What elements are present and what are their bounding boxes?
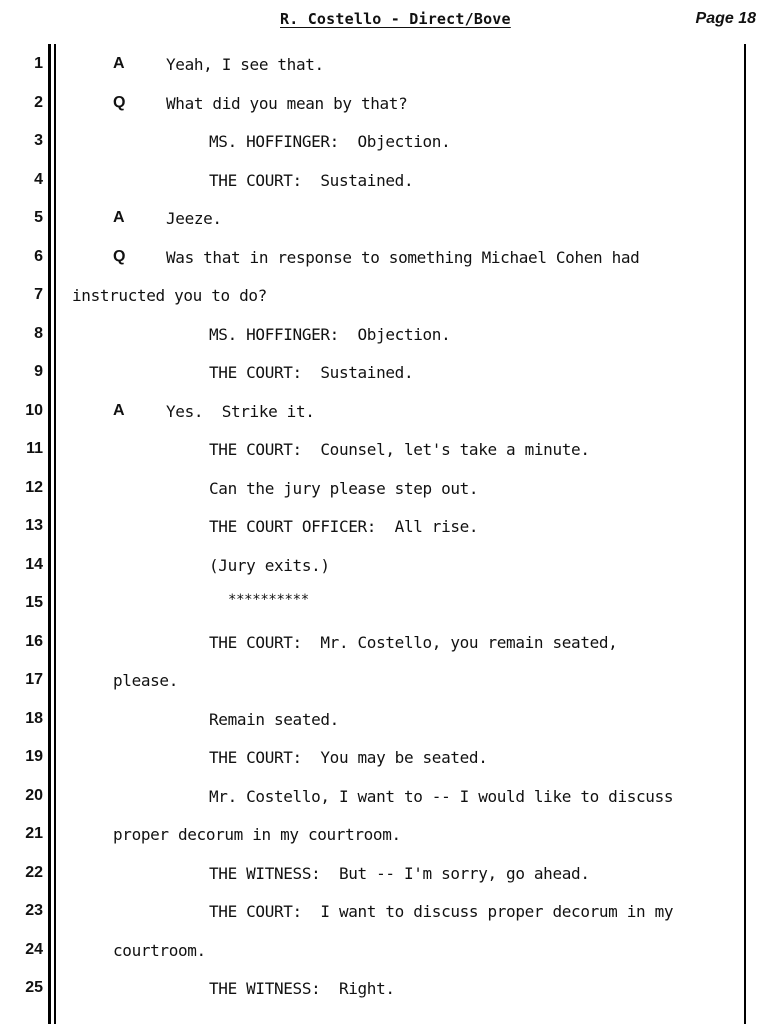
line-text: What did you mean by that? bbox=[166, 93, 408, 113]
transcript-line bbox=[0, 894, 768, 933]
transcript-line bbox=[0, 933, 768, 972]
transcript-line bbox=[0, 278, 768, 317]
transcript-line bbox=[0, 355, 768, 394]
line-number: 5 bbox=[34, 209, 43, 226]
line-text: THE COURT: Sustained. bbox=[209, 170, 414, 190]
speaker-label: A bbox=[113, 55, 125, 72]
speaker-label: A bbox=[113, 209, 125, 226]
transcript-line bbox=[0, 47, 768, 86]
line-number: 6 bbox=[34, 247, 43, 265]
line-text: Mr. Costello, I want to -- I would like to discuss bbox=[209, 786, 674, 806]
line-number: 14 bbox=[25, 555, 43, 573]
section-separator: ********** bbox=[228, 592, 309, 608]
line-number: 12 bbox=[25, 478, 43, 496]
line-number: 13 bbox=[25, 517, 43, 534]
speaker-label: A bbox=[113, 401, 125, 419]
line-text: Jeeze. bbox=[166, 209, 222, 228]
line-text: proper decorum in my courtroom. bbox=[113, 825, 401, 844]
line-number: 4 bbox=[34, 170, 43, 188]
line-number: 2 bbox=[34, 93, 43, 111]
line-text: Can the jury please step out. bbox=[209, 478, 479, 498]
line-number: 7 bbox=[34, 286, 43, 303]
line-text: MS. HOFFINGER: Objection. bbox=[209, 324, 451, 344]
line-number: 19 bbox=[25, 748, 43, 765]
line-number: 21 bbox=[25, 825, 43, 842]
transcript-line bbox=[0, 586, 768, 625]
line-text: instructed you to do? bbox=[72, 286, 267, 305]
speaker-label: Q bbox=[113, 93, 126, 111]
transcript-line bbox=[0, 317, 768, 356]
line-text: Yeah, I see that. bbox=[166, 55, 324, 74]
line-number: 24 bbox=[25, 940, 43, 958]
line-text: THE COURT: You may be seated. bbox=[209, 748, 488, 767]
line-text: THE COURT: Mr. Costello, you remain seated, bbox=[209, 632, 618, 652]
transcript-line bbox=[0, 625, 768, 664]
line-text: THE WITNESS: Right. bbox=[209, 979, 395, 998]
transcript-line bbox=[0, 702, 768, 741]
transcript-line bbox=[0, 124, 768, 163]
transcript-line bbox=[0, 432, 768, 471]
line-text: Yes. Strike it. bbox=[166, 401, 315, 421]
line-number: 1 bbox=[34, 55, 43, 72]
line-text: courtroom. bbox=[113, 940, 206, 960]
transcript-line bbox=[0, 509, 768, 548]
line-number: 17 bbox=[25, 671, 43, 688]
line-number: 10 bbox=[25, 401, 43, 419]
line-number: 9 bbox=[34, 363, 43, 380]
transcript-line bbox=[0, 663, 768, 702]
page-header bbox=[0, 0, 768, 40]
line-number: 11 bbox=[26, 440, 43, 457]
transcript-line bbox=[0, 817, 768, 856]
transcript-line bbox=[0, 471, 768, 510]
transcript-line bbox=[0, 163, 768, 202]
transcript-lines bbox=[0, 47, 768, 1010]
line-text: (Jury exits.) bbox=[209, 555, 330, 575]
line-text: Remain seated. bbox=[209, 709, 339, 729]
line-text: THE WITNESS: But -- I'm sorry, go ahead. bbox=[209, 863, 590, 883]
line-number: 25 bbox=[25, 979, 43, 996]
line-text: THE COURT: Sustained. bbox=[209, 363, 414, 382]
line-text: THE COURT: Counsel, let's take a minute. bbox=[209, 440, 590, 459]
header-title: R. Costello - Direct/Bove bbox=[280, 10, 511, 28]
line-text: MS. HOFFINGER: Objection. bbox=[209, 132, 451, 151]
transcript-line bbox=[0, 856, 768, 895]
transcript-line bbox=[0, 971, 768, 1010]
page-number: Page 18 bbox=[695, 10, 756, 27]
speaker-label: Q bbox=[113, 247, 126, 265]
transcript-line bbox=[0, 740, 768, 779]
transcript-line bbox=[0, 86, 768, 125]
transcript-line bbox=[0, 240, 768, 279]
line-number: 3 bbox=[34, 132, 43, 149]
line-text: THE COURT: I want to discuss proper decorum in my bbox=[209, 902, 674, 921]
line-text: THE COURT OFFICER: All rise. bbox=[209, 517, 479, 536]
transcript-line bbox=[0, 201, 768, 240]
line-number: 15 bbox=[25, 594, 43, 611]
line-number: 23 bbox=[25, 902, 43, 919]
line-number: 22 bbox=[25, 863, 43, 881]
line-number: 18 bbox=[25, 709, 43, 727]
line-number: 20 bbox=[25, 786, 43, 804]
transcript-line bbox=[0, 779, 768, 818]
transcript-line bbox=[0, 548, 768, 587]
line-number: 16 bbox=[25, 632, 43, 650]
line-text: Was that in response to something Michael Cohen had bbox=[166, 247, 640, 267]
transcript-line bbox=[0, 394, 768, 433]
line-text: please. bbox=[113, 671, 178, 690]
line-number: 8 bbox=[34, 324, 43, 342]
